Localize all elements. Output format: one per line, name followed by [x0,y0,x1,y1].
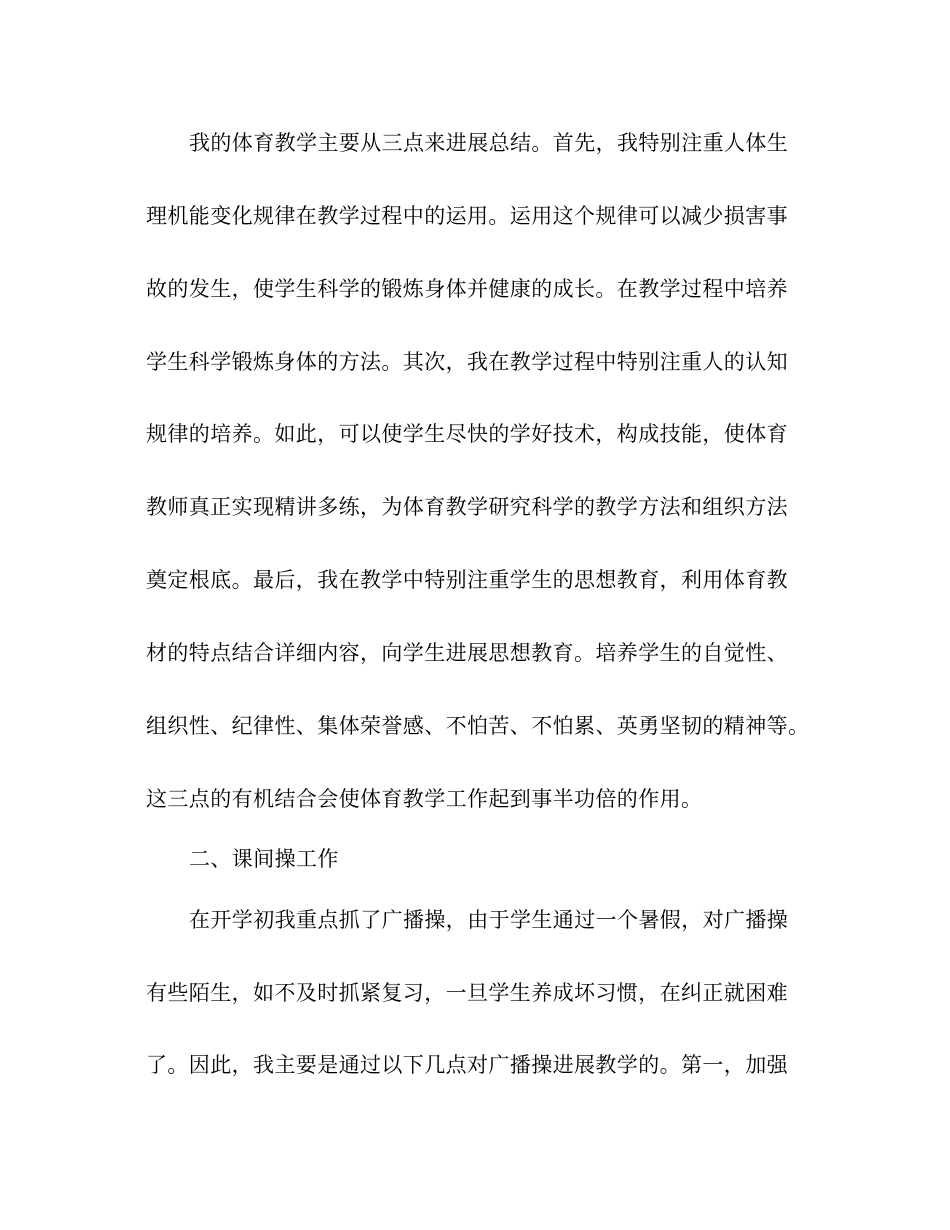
paragraph-2-line-2: 有些陌生，如不及时抓紧复习，一旦学生养成坏习惯，在纠正就困难 [146,981,788,1005]
paragraph-1-line-1: 我的体育教学主要从三点来进展总结。首先，我特别注重人体生 [189,131,789,155]
paragraph-1-line-7: 奠定根底。最后，我在教学中特别注重学生的思想教育，利用体育教 [146,568,788,592]
paragraph-2-line-1: 在开学初我重点抓了广播操，由于学生通过一个暑假，对广播操 [189,908,789,932]
paragraph-1-line-10: 这三点的有机结合会使体育教学工作起到事半功倍的作用。 [146,787,703,811]
paragraph-1-line-5: 规律的培养。如此，可以使学生尽快的学好技术，构成技能，使体育 [146,422,788,446]
paragraph-1-line-2: 理机能变化规律在教学过程中的运用。运用这个规律可以减少损害事 [146,204,788,228]
paragraph-2-line-3: 了。因此，我主要是通过以下几点对广播操进展教学的。第一，加强 [146,1053,788,1077]
paragraph-1-line-3: 故的发生，使学生科学的锻炼身体并健康的成长。在教学过程中培养 [146,277,788,301]
section-heading: 二、课间操工作 [189,847,339,871]
paragraph-1-line-6: 教师真正实现精讲多练，为体育教学研究科学的教学方法和组织方法 [146,495,788,519]
paragraph-1-line-4: 学生科学锻炼身体的方法。其次，我在教学过程中特别注重人的认知 [146,350,788,374]
paragraph-1-line-8: 材的特点结合详细内容，向学生进展思想教育。培养学生的自觉性、 [146,641,788,665]
paragraph-1-line-9: 组织性、纪律性、集体荣誉感、不怕苦、不怕累、英勇坚韧的精神等。 [146,714,810,738]
